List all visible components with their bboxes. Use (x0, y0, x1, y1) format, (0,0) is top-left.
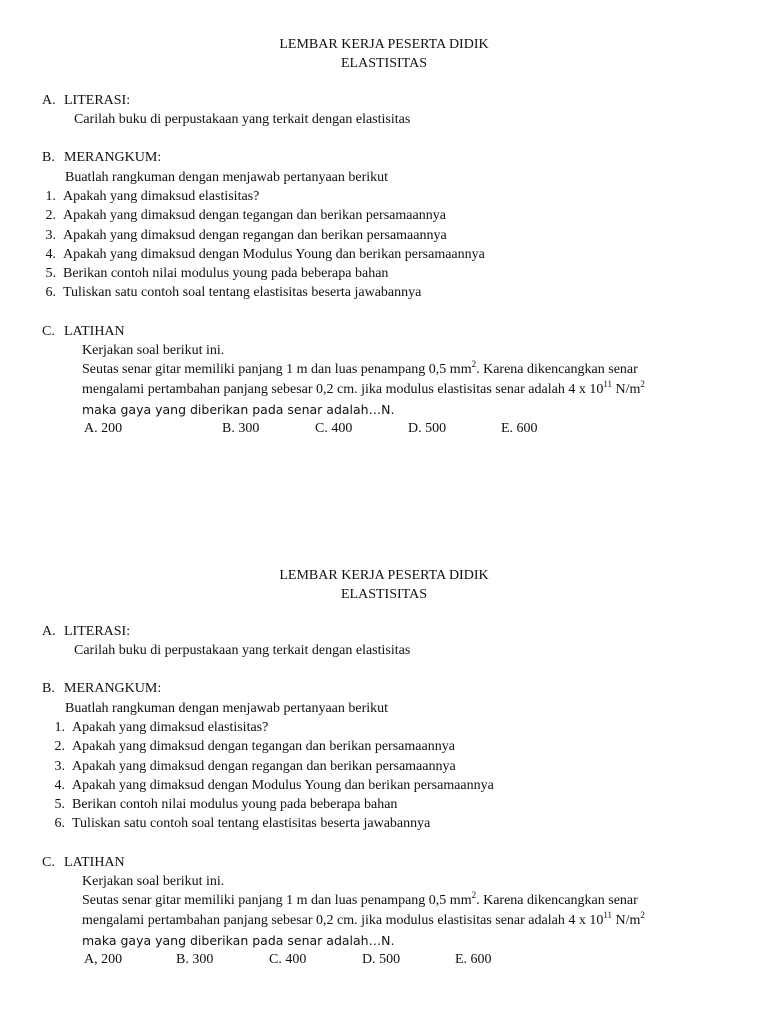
worksheet-title: LEMBAR KERJA PESERTA DIDIK (279, 568, 489, 583)
superscript: 2 (471, 890, 477, 900)
question-text: N/m (612, 382, 641, 397)
question-text: N/m (612, 913, 641, 928)
question-text: . Karena dikencangkan senar (476, 362, 638, 377)
list-number: 2. (54, 739, 65, 754)
merangkum-intro: Buatlah rangkuman dengan menjawab pertanyaan berikut (65, 701, 389, 716)
list-item (45, 815, 430, 833)
list-number: 3. (45, 228, 56, 243)
section-merangkum-heading (42, 149, 161, 167)
superscript: 11 (603, 379, 613, 389)
superscript: 2 (471, 359, 477, 369)
section-literasi-heading (42, 623, 130, 641)
superscript: 11 (603, 910, 613, 920)
list-item (45, 777, 494, 795)
latihan-intro: Kerjakan soal berikut ini. (82, 343, 225, 358)
list-text: Apakah yang dimaksud dengan regangan dan berikan persamaannya (63, 228, 447, 243)
section-letter: A. (42, 624, 56, 639)
question-line-3: maka gaya yang diberikan pada senar adalah…N. (82, 933, 395, 948)
option-e: E. 600 (501, 421, 538, 436)
section-merangkum-heading (42, 680, 161, 698)
option-a: A, 200 (84, 952, 123, 967)
option-e: E. 600 (455, 952, 492, 967)
section-heading: LITERASI: (64, 624, 131, 639)
list-number: 1. (54, 720, 65, 735)
section-heading: LITERASI: (64, 93, 131, 108)
list-text: Berikan contoh nilai modulus young pada beberapa bahan (72, 797, 398, 812)
question-text: mengalami pertambahan panjang sebesar 0,2 cm. jika modulus elastisitas senar adalah 4 x 10 (82, 382, 604, 397)
list-item (36, 265, 388, 283)
superscript: 2 (640, 379, 645, 389)
list-text: Apakah yang dimaksud dengan Modulus Young dan berikan persamaannya (63, 247, 485, 262)
superscript: 2 (640, 910, 645, 920)
list-item (36, 284, 421, 302)
section-letter: C. (42, 855, 55, 870)
question-line-2 (82, 381, 645, 399)
option-b: B. 300 (176, 952, 214, 967)
worksheet-subtitle: ELASTISITAS (341, 56, 427, 71)
merangkum-intro: Buatlah rangkuman dengan menjawab pertanyaan berikut (65, 170, 389, 185)
list-number: 1. (45, 189, 56, 204)
list-text: Berikan contoh nilai modulus young pada beberapa bahan (63, 266, 389, 281)
question-text: Seutas senar gitar memiliki panjang 1 m dan luas penampang 0,5 mm (82, 893, 472, 908)
list-number: 6. (54, 816, 65, 831)
section-literasi-heading (42, 92, 130, 110)
option-a: A. 200 (84, 421, 123, 436)
list-item (36, 246, 485, 264)
literasi-instruction: Carilah buku di perpustakaan yang terkait dengan elastisitas (74, 112, 411, 127)
worksheet-2 (0, 531, 768, 1031)
list-text: Apakah yang dimaksud elastisitas? (63, 189, 260, 204)
latihan-intro: Kerjakan soal berikut ini. (82, 874, 225, 889)
section-heading: MERANGKUM: (64, 150, 162, 165)
section-latihan-heading (42, 854, 125, 872)
option-c: C. 400 (269, 952, 307, 967)
literasi-instruction: Carilah buku di perpustakaan yang terkait dengan elastisitas (74, 643, 411, 658)
worksheet-subtitle: ELASTISITAS (341, 587, 427, 602)
section-latihan-heading (42, 323, 125, 341)
list-item (45, 719, 268, 737)
option-b: B. 300 (222, 421, 260, 436)
list-text: Apakah yang dimaksud dengan regangan dan berikan persamaannya (72, 759, 456, 774)
section-heading: MERANGKUM: (64, 681, 162, 696)
question-line-1 (82, 361, 638, 379)
list-item (45, 758, 456, 776)
list-text: Apakah yang dimaksud dengan tegangan dan berikan persamaannya (63, 208, 446, 223)
question-line-3: maka gaya yang diberikan pada senar adalah…N. (82, 402, 395, 417)
section-heading: LATIHAN (64, 324, 125, 339)
list-number: 4. (54, 778, 65, 793)
option-d: D. 500 (408, 421, 447, 436)
list-text: Tuliskan satu contoh soal tentang elastisitas beserta jawabannya (63, 285, 422, 300)
list-text: Tuliskan satu contoh soal tentang elastisitas beserta jawabannya (72, 816, 431, 831)
question-line-2 (82, 912, 645, 930)
list-text: Apakah yang dimaksud elastisitas? (72, 720, 269, 735)
worksheet-title: LEMBAR KERJA PESERTA DIDIK (279, 37, 489, 52)
list-text: Apakah yang dimaksud dengan tegangan dan berikan persamaannya (72, 739, 455, 754)
list-number: 4. (45, 247, 56, 262)
list-number: 2. (45, 208, 56, 223)
list-number: 3. (54, 759, 65, 774)
list-number: 5. (45, 266, 56, 281)
question-text: mengalami pertambahan panjang sebesar 0,2 cm. jika modulus elastisitas senar adalah 4 x 10 (82, 913, 604, 928)
section-letter: B. (42, 681, 55, 696)
list-item (36, 188, 259, 206)
section-letter: C. (42, 324, 55, 339)
question-line-1 (82, 892, 638, 910)
list-number: 5. (54, 797, 65, 812)
list-item (45, 738, 455, 756)
option-d: D. 500 (362, 952, 401, 967)
question-text: . Karena dikencangkan senar (476, 893, 638, 908)
option-c: C. 400 (315, 421, 353, 436)
list-text: Apakah yang dimaksud dengan Modulus Young dan berikan persamaannya (72, 778, 494, 793)
list-item (36, 227, 447, 245)
section-heading: LATIHAN (64, 855, 125, 870)
section-letter: A. (42, 93, 56, 108)
question-text: Seutas senar gitar memiliki panjang 1 m dan luas penampang 0,5 mm (82, 362, 472, 377)
worksheet-1 (0, 0, 768, 500)
list-item (45, 796, 397, 814)
list-item (36, 207, 446, 225)
section-letter: B. (42, 150, 55, 165)
list-number: 6. (45, 285, 56, 300)
